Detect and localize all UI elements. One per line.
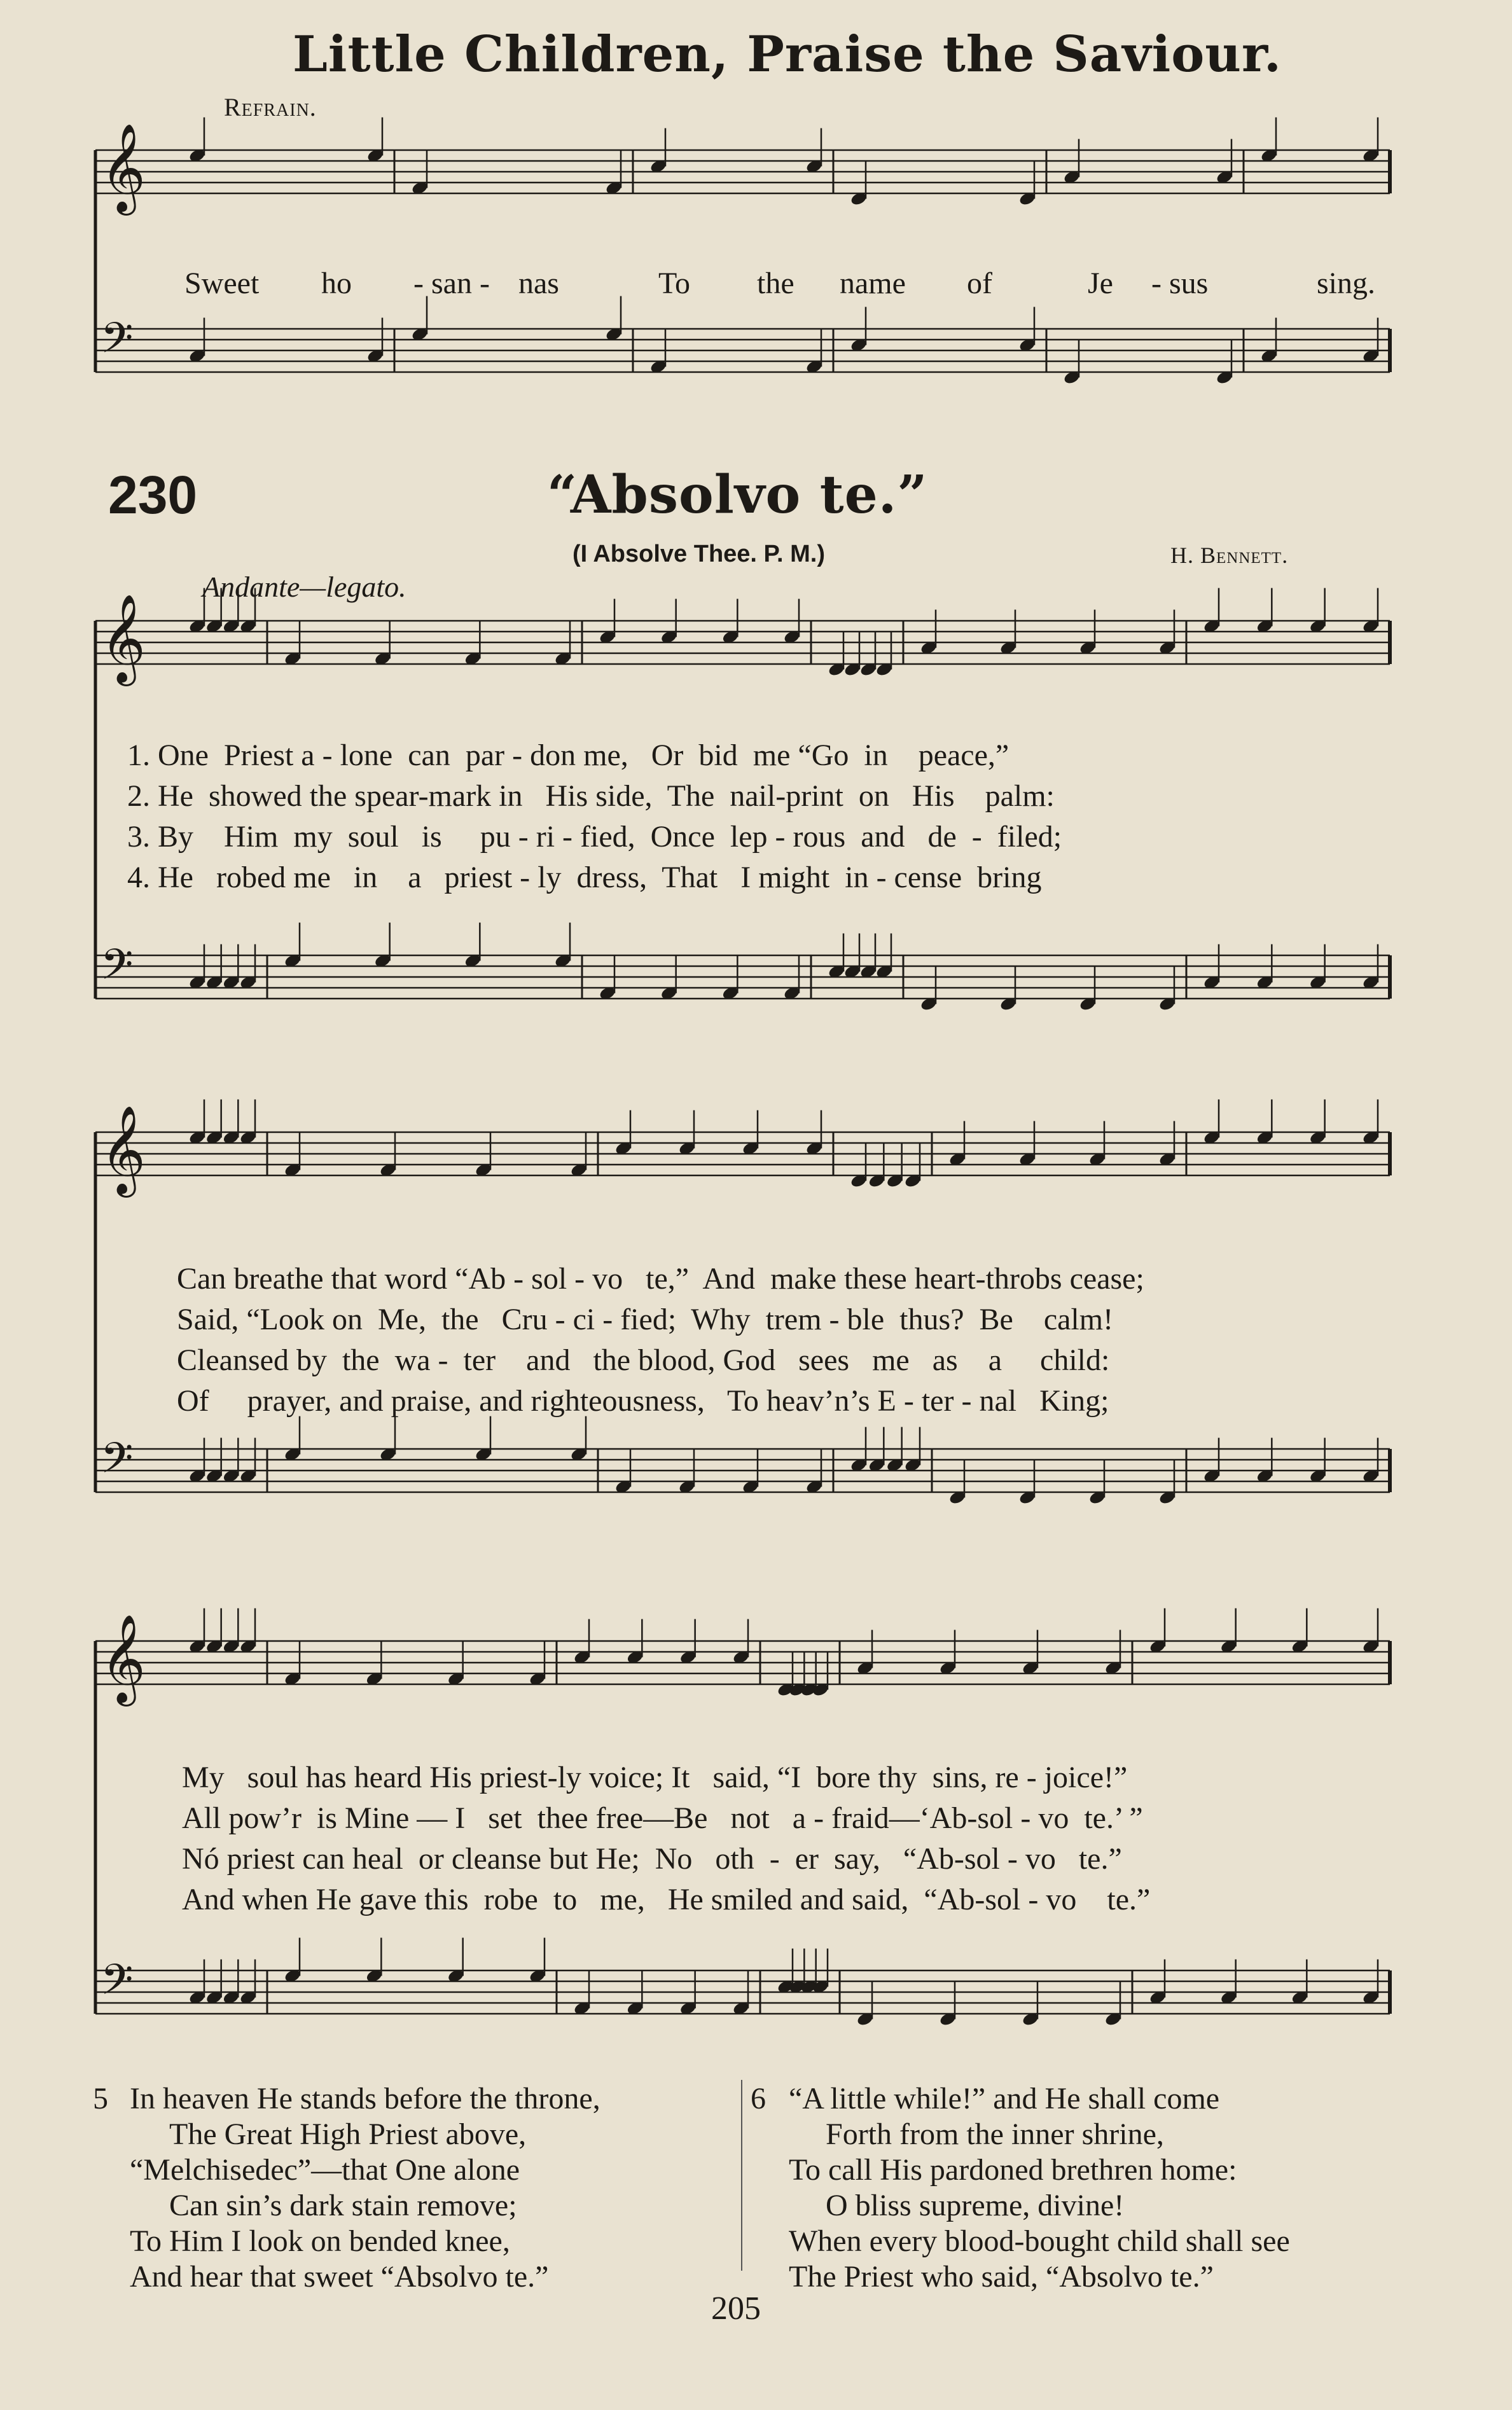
verse-line: 1. One Priest a - lone can par - don me, Or bid me “Go in peace,” — [127, 738, 1009, 772]
stanza-number: 6 — [751, 2082, 766, 2116]
lyric-syllable: - sus — [1151, 267, 1209, 300]
lyric-syllable: - san - — [413, 267, 490, 300]
system3-lyrics — [182, 1760, 1150, 1923]
refrain-label: Refrain. — [224, 93, 317, 121]
stanza-line: O bliss supreme, divine! — [826, 2189, 1125, 2222]
composer: H. Bennett. — [1170, 543, 1289, 568]
stanza-line: Can sin’s dark stain remove; — [169, 2189, 517, 2222]
page-number: 205 — [711, 2290, 761, 2327]
stanza-line: To Him I look on bended knee, — [130, 2224, 510, 2258]
stanza-line: In heaven He stands before the throne, — [130, 2082, 600, 2116]
verse-line: All pow’r is Mine — I set thee free—Be not a - fraid—‘Ab-sol - vo te.’ ” — [182, 1801, 1143, 1835]
tempo-marking: Andante—legato. — [202, 571, 406, 603]
stanza-number: 5 — [93, 2082, 108, 2116]
bass-clef-icon: 𝄢 — [101, 314, 134, 373]
stanza-line: The Priest who said, “Absolvo te.” — [789, 2260, 1214, 2294]
hymn-number: 230 — [108, 465, 198, 525]
stanza-line: “Melchisedec”—that One alone — [130, 2153, 520, 2187]
treble-clef-icon: 𝄞 — [101, 123, 146, 212]
stanza-line: Forth from the inner shrine, — [826, 2117, 1164, 2151]
lyric-syllable: ho — [321, 267, 352, 300]
system2-lyrics — [177, 1261, 1144, 1424]
verse-line: Nó priest can heal or cleanse but He; No oth - er say, “Ab-sol - vo te.” — [182, 1842, 1122, 1876]
lyric-syllable: name — [840, 267, 906, 300]
stanza-line: And hear that sweet “Absolvo te.” — [130, 2260, 549, 2294]
stanza-line: “A little while!” and He shall come — [789, 2082, 1220, 2116]
verse-line: And when He gave this robe to me, He smiled and said, “Ab-sol - vo te.” — [182, 1883, 1151, 1916]
verse-line: 2. He showed the spear-mark in His side, The nail-print on His palm: — [127, 779, 1055, 813]
lyric-syllable: sing. — [1317, 267, 1376, 300]
treble-clef-icon: 𝄞 — [101, 1614, 146, 1703]
lyric-syllable: Je — [1088, 267, 1113, 300]
verse-line: Can breathe that word “Ab - sol - vo te,” And make these heart-throbs cease; — [177, 1262, 1144, 1296]
lyric-syllable: To — [658, 267, 690, 300]
refrain-lyrics — [184, 266, 1380, 304]
treble-clef-icon: 𝄞 — [101, 594, 146, 682]
verse-line: Cleansed by the wa - ter and the blood, God sees me as a child: — [177, 1343, 1110, 1377]
stanza-divider — [741, 2080, 742, 2271]
verse-line: 3. By Him my soul is pu - ri - fied, Once lep - rous and de - filed; — [127, 820, 1062, 854]
hymn-subtitle: (I Absolve Thee. P. M.) — [572, 541, 825, 567]
top-hymn-title: Little Children, Praise the Saviour. — [293, 25, 1282, 83]
hymn-title: “Absolvo te.” — [547, 464, 928, 525]
treble-clef-icon: 𝄞 — [101, 1105, 146, 1194]
lyric-syllable: of — [967, 267, 992, 300]
lyric-syllable: nas — [518, 267, 559, 300]
verse-line: Said, “Look on Me, the Cru - ci - fied; Why trem - ble thus? Be calm! — [177, 1303, 1114, 1336]
stanza-line: The Great High Priest above, — [169, 2117, 527, 2151]
stanza-line: To call His pardoned brethren home: — [789, 2153, 1237, 2187]
bass-clef-icon: 𝄢 — [101, 1434, 134, 1493]
stanza-line: When every blood-bought child shall see — [789, 2224, 1290, 2258]
verse-line: Of prayer, and praise, and righteousness, To heav’n’s E - ter - nal King; — [177, 1384, 1109, 1418]
bass-clef-icon: 𝄢 — [101, 1955, 134, 2014]
bass-clef-icon: 𝄢 — [101, 940, 134, 999]
verse-line: My soul has heard His priest-ly voice; It said, “I bore thy sins, re - joice!” — [182, 1761, 1128, 1794]
system1-lyrics — [127, 738, 1062, 901]
lyric-syllable: Sweet — [184, 267, 260, 300]
verse-line: 4. He robed me in a priest - ly dress, That I might in - cense bring — [127, 861, 1042, 894]
lyric-syllable: the — [757, 267, 794, 300]
